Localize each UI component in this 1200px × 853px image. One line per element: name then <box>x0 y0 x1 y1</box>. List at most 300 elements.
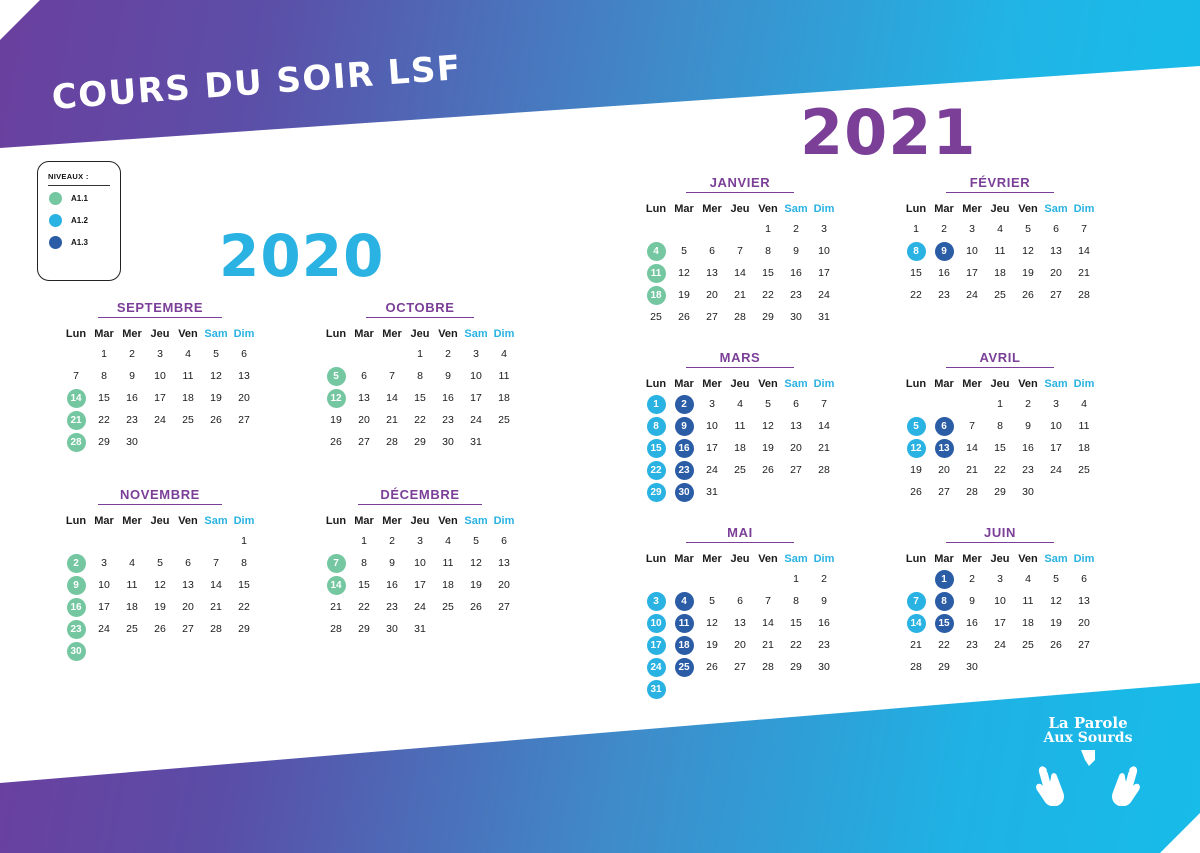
course-day-marker: 7 <box>327 554 346 573</box>
day-cell: 22 <box>938 639 950 651</box>
weekday-header-dim: Dim <box>1073 203 1095 215</box>
week-row <box>902 284 1098 306</box>
empty-day-cell <box>118 530 146 552</box>
day-cell: 17 <box>414 579 426 591</box>
day-cell: 1 <box>997 398 1003 410</box>
empty-day-cell <box>902 568 930 590</box>
day-cell: 15 <box>238 579 250 591</box>
day-cell: 13 <box>734 617 746 629</box>
day-cell: 22 <box>358 601 370 613</box>
course-day-cell <box>642 590 670 612</box>
course-day-marker: 9 <box>935 242 954 261</box>
week-row <box>642 218 838 240</box>
empty-day-cell <box>490 431 518 453</box>
day-cell: 12 <box>470 557 482 569</box>
day-cell: 25 <box>650 311 662 323</box>
day-cell: 27 <box>498 601 510 613</box>
day-cell: 18 <box>126 601 138 613</box>
course-day-marker: 23 <box>67 620 86 639</box>
day-cell: 23 <box>818 639 830 651</box>
weekday-header-ven: Ven <box>438 515 458 527</box>
day-cell: 3 <box>821 223 827 235</box>
day-cell: 7 <box>1081 223 1087 235</box>
course-day-marker: 23 <box>675 461 694 480</box>
weekday-header-ven: Ven <box>438 328 458 340</box>
empty-day-cell <box>202 431 230 453</box>
day-cell: 16 <box>1022 442 1034 454</box>
course-day-marker: 30 <box>675 483 694 502</box>
course-day-cell <box>62 409 90 431</box>
day-cell: 23 <box>442 414 454 426</box>
day-cell: 13 <box>790 420 802 432</box>
day-cell: 27 <box>734 661 746 673</box>
empty-day-cell <box>322 530 350 552</box>
legend-item-a11 <box>49 192 120 205</box>
empty-day-cell <box>698 678 726 700</box>
day-cell: 2 <box>445 348 451 360</box>
day-cell: 1 <box>417 348 423 360</box>
weekday-header-lun: Lun <box>645 553 667 565</box>
day-cell: 10 <box>966 245 978 257</box>
week-row <box>642 437 838 459</box>
empty-day-cell <box>1070 481 1098 503</box>
day-cell: 11 <box>1078 420 1090 432</box>
course-day-marker: 4 <box>647 242 666 261</box>
day-cell: 28 <box>734 311 746 323</box>
day-cell: 2 <box>129 348 135 360</box>
week-row <box>642 678 838 700</box>
day-cell: 26 <box>706 661 718 673</box>
week-row <box>62 530 258 552</box>
weekday-header-mar: Mar <box>94 515 114 527</box>
day-cell: 20 <box>238 392 250 404</box>
weekday-header-jeu: Jeu <box>730 553 750 565</box>
weekday-header-sam: Sam <box>1044 553 1068 565</box>
course-day-cell <box>670 612 698 634</box>
day-cell: 11 <box>734 420 746 432</box>
day-cell: 1 <box>361 535 367 547</box>
day-cell: 3 <box>1053 398 1059 410</box>
day-cell: 15 <box>98 392 110 404</box>
week-row <box>642 634 838 656</box>
day-cell: 6 <box>793 398 799 410</box>
day-cell: 20 <box>498 579 510 591</box>
weekday-header-sam: Sam <box>464 515 488 527</box>
day-cell: 27 <box>790 464 802 476</box>
day-cell: 24 <box>470 414 482 426</box>
month-table <box>322 512 518 640</box>
month-title: OCTOBRE <box>366 300 474 318</box>
course-day-marker: 18 <box>647 286 666 305</box>
day-cell: 7 <box>969 420 975 432</box>
weekday-header-dim: Dim <box>493 515 515 527</box>
course-day-cell <box>62 596 90 618</box>
day-cell: 2 <box>821 573 827 585</box>
course-day-cell <box>62 431 90 453</box>
course-day-cell <box>642 634 670 656</box>
course-day-cell <box>902 590 930 612</box>
week-row <box>642 612 838 634</box>
course-day-cell <box>322 365 350 387</box>
weekday-header-lun: Lun <box>905 553 927 565</box>
month-block-fvrier <box>900 175 1100 306</box>
day-cell: 22 <box>414 414 426 426</box>
course-day-cell <box>902 437 930 459</box>
week-row <box>642 590 838 612</box>
day-cell: 2 <box>969 573 975 585</box>
weekday-header-mer: Mer <box>122 515 142 527</box>
day-cell: 29 <box>238 623 250 635</box>
week-row <box>62 431 258 453</box>
empty-day-cell <box>726 568 754 590</box>
day-cell: 2 <box>941 223 947 235</box>
day-cell: 3 <box>157 348 163 360</box>
empty-day-cell <box>754 481 782 503</box>
day-cell: 8 <box>241 557 247 569</box>
weekday-header-ven: Ven <box>178 515 198 527</box>
day-cell: 25 <box>182 414 194 426</box>
day-cell: 7 <box>73 370 79 382</box>
legend-dot-icon-a11 <box>49 192 62 205</box>
day-cell: 25 <box>734 464 746 476</box>
legend-label-a12: A1.2 <box>71 216 88 225</box>
weekday-header-ven: Ven <box>1018 553 1038 565</box>
legend-dot-icon-a12 <box>49 214 62 227</box>
weekday-header-dim: Dim <box>493 328 515 340</box>
day-cell: 19 <box>1050 617 1062 629</box>
course-day-marker: 1 <box>935 570 954 589</box>
month-block-octobre <box>320 300 520 453</box>
weekday-header-dim: Dim <box>813 553 835 565</box>
day-cell: 5 <box>213 348 219 360</box>
day-cell: 6 <box>501 535 507 547</box>
day-cell: 4 <box>997 223 1003 235</box>
course-day-marker: 28 <box>67 433 86 452</box>
day-cell: 11 <box>1022 595 1034 607</box>
day-cell: 17 <box>994 617 1006 629</box>
day-cell: 12 <box>706 617 718 629</box>
empty-day-cell <box>174 640 202 662</box>
day-cell: 16 <box>818 617 830 629</box>
day-cell: 13 <box>182 579 194 591</box>
day-cell: 4 <box>129 557 135 569</box>
day-cell: 18 <box>182 392 194 404</box>
empty-day-cell <box>642 568 670 590</box>
day-cell: 27 <box>938 486 950 498</box>
day-cell: 13 <box>498 557 510 569</box>
month-table <box>322 325 518 453</box>
weekday-header-sam: Sam <box>784 378 808 390</box>
empty-day-cell <box>350 343 378 365</box>
day-cell: 27 <box>238 414 250 426</box>
day-cell: 17 <box>98 601 110 613</box>
course-day-cell <box>322 552 350 574</box>
day-cell: 9 <box>1025 420 1031 432</box>
day-cell: 3 <box>417 535 423 547</box>
empty-day-cell <box>1070 656 1098 678</box>
course-day-marker: 30 <box>67 642 86 661</box>
empty-day-cell <box>698 568 726 590</box>
day-cell: 5 <box>473 535 479 547</box>
weekday-header-mer: Mer <box>382 328 402 340</box>
day-cell: 21 <box>818 442 830 454</box>
week-row <box>902 568 1098 590</box>
empty-day-cell <box>782 678 810 700</box>
week-row <box>322 574 518 596</box>
empty-day-cell <box>902 393 930 415</box>
day-cell: 6 <box>361 370 367 382</box>
course-day-marker: 31 <box>647 680 666 699</box>
day-cell: 16 <box>386 579 398 591</box>
course-day-cell <box>62 552 90 574</box>
empty-day-cell <box>726 218 754 240</box>
course-day-marker: 9 <box>675 417 694 436</box>
weekday-header-ven: Ven <box>1018 203 1038 215</box>
day-cell: 9 <box>821 595 827 607</box>
empty-day-cell <box>726 481 754 503</box>
day-cell: 2 <box>793 223 799 235</box>
day-cell: 30 <box>442 436 454 448</box>
weekday-header-sam: Sam <box>204 328 228 340</box>
course-day-cell <box>902 612 930 634</box>
course-day-marker: 16 <box>675 439 694 458</box>
day-cell: 7 <box>821 398 827 410</box>
course-day-cell <box>62 387 90 409</box>
day-cell: 15 <box>358 579 370 591</box>
week-row <box>902 656 1098 678</box>
day-cell: 12 <box>154 579 166 591</box>
day-cell: 9 <box>389 557 395 569</box>
month-block-avril <box>900 350 1100 503</box>
month-title: DÉCEMBRE <box>358 487 482 505</box>
day-cell: 8 <box>765 245 771 257</box>
weekday-header-jeu: Jeu <box>410 515 430 527</box>
day-cell: 19 <box>678 289 690 301</box>
day-cell: 28 <box>1078 289 1090 301</box>
day-cell: 6 <box>1081 573 1087 585</box>
day-cell: 19 <box>154 601 166 613</box>
day-cell: 10 <box>818 245 830 257</box>
empty-day-cell <box>1042 656 1070 678</box>
day-cell: 25 <box>498 414 510 426</box>
day-cell: 25 <box>1022 639 1034 651</box>
course-day-cell <box>642 393 670 415</box>
week-row <box>902 218 1098 240</box>
day-cell: 20 <box>938 464 950 476</box>
course-day-marker: 3 <box>647 592 666 611</box>
week-row <box>322 530 518 552</box>
day-cell: 8 <box>793 595 799 607</box>
day-cell: 21 <box>330 601 342 613</box>
legend-label-a13: A1.3 <box>71 238 88 247</box>
day-cell: 9 <box>129 370 135 382</box>
week-row <box>322 596 518 618</box>
day-cell: 19 <box>762 442 774 454</box>
weekday-header-mer: Mer <box>122 328 142 340</box>
day-cell: 26 <box>1022 289 1034 301</box>
course-day-cell <box>322 387 350 409</box>
empty-day-cell <box>930 393 958 415</box>
day-cell: 15 <box>910 267 922 279</box>
week-row <box>642 415 838 437</box>
day-cell: 13 <box>1050 245 1062 257</box>
day-cell: 8 <box>101 370 107 382</box>
week-row <box>322 343 518 365</box>
day-cell: 12 <box>1050 595 1062 607</box>
course-day-marker: 2 <box>67 554 86 573</box>
legend-box <box>37 161 121 281</box>
empty-day-cell <box>146 431 174 453</box>
day-cell: 7 <box>765 595 771 607</box>
week-row <box>62 343 258 365</box>
month-table <box>62 512 258 662</box>
week-row <box>642 262 838 284</box>
day-cell: 1 <box>793 573 799 585</box>
weekday-header-sam: Sam <box>1044 203 1068 215</box>
week-row <box>642 459 838 481</box>
empty-day-cell <box>90 530 118 552</box>
weekday-header-mar: Mar <box>674 378 694 390</box>
day-cell: 30 <box>386 623 398 635</box>
weekday-header-mar: Mar <box>674 553 694 565</box>
weekday-header-ven: Ven <box>178 328 198 340</box>
day-cell: 10 <box>1050 420 1062 432</box>
day-cell: 18 <box>1022 617 1034 629</box>
week-row <box>322 618 518 640</box>
week-row <box>902 459 1098 481</box>
course-day-marker: 18 <box>675 636 694 655</box>
day-cell: 3 <box>997 573 1003 585</box>
day-cell: 10 <box>414 557 426 569</box>
week-row <box>62 596 258 618</box>
empty-day-cell <box>118 640 146 662</box>
course-day-cell <box>930 568 958 590</box>
course-day-cell <box>670 459 698 481</box>
day-cell: 28 <box>910 661 922 673</box>
empty-day-cell <box>642 218 670 240</box>
day-cell: 27 <box>1078 639 1090 651</box>
month-block-mai <box>640 525 840 700</box>
week-row <box>902 262 1098 284</box>
weekday-header-mar: Mar <box>934 553 954 565</box>
weekday-header-lun: Lun <box>65 515 87 527</box>
weekday-header-sam: Sam <box>1044 378 1068 390</box>
week-row <box>902 481 1098 503</box>
week-row <box>642 481 838 503</box>
course-day-cell <box>670 393 698 415</box>
course-day-marker: 8 <box>907 242 926 261</box>
week-row <box>62 409 258 431</box>
day-cell: 14 <box>818 420 830 432</box>
day-cell: 5 <box>1025 223 1031 235</box>
day-cell: 3 <box>101 557 107 569</box>
empty-day-cell <box>782 481 810 503</box>
day-cell: 20 <box>182 601 194 613</box>
day-cell: 24 <box>706 464 718 476</box>
course-day-cell <box>902 240 930 262</box>
course-day-marker: 1 <box>647 395 666 414</box>
day-cell: 20 <box>1050 267 1062 279</box>
weekday-header-mer: Mer <box>702 203 722 215</box>
month-title: MARS <box>686 350 794 368</box>
day-cell: 18 <box>498 392 510 404</box>
day-cell: 21 <box>1078 267 1090 279</box>
day-cell: 20 <box>790 442 802 454</box>
day-cell: 15 <box>414 392 426 404</box>
weekday-header-ven: Ven <box>1018 378 1038 390</box>
month-title: FÉVRIER <box>946 175 1054 193</box>
day-cell: 26 <box>154 623 166 635</box>
weekday-header-mer: Mer <box>382 515 402 527</box>
day-cell: 29 <box>938 661 950 673</box>
day-cell: 31 <box>818 311 830 323</box>
course-day-cell <box>62 618 90 640</box>
week-row <box>322 387 518 409</box>
day-cell: 23 <box>386 601 398 613</box>
day-cell: 28 <box>966 486 978 498</box>
week-row <box>642 284 838 306</box>
course-day-marker: 14 <box>907 614 926 633</box>
day-cell: 6 <box>185 557 191 569</box>
empty-day-cell <box>230 431 258 453</box>
day-cell: 1 <box>913 223 919 235</box>
day-cell: 10 <box>994 595 1006 607</box>
week-row <box>62 574 258 596</box>
day-cell: 14 <box>1078 245 1090 257</box>
day-cell: 30 <box>126 436 138 448</box>
day-cell: 3 <box>709 398 715 410</box>
course-day-marker: 22 <box>647 461 666 480</box>
day-cell: 22 <box>910 289 922 301</box>
course-day-marker: 14 <box>327 576 346 595</box>
day-cell: 15 <box>994 442 1006 454</box>
day-cell: 3 <box>969 223 975 235</box>
day-cell: 5 <box>709 595 715 607</box>
day-cell: 26 <box>210 414 222 426</box>
day-cell: 10 <box>98 579 110 591</box>
day-cell: 23 <box>966 639 978 651</box>
day-cell: 19 <box>910 464 922 476</box>
legend-dot-icon-a13 <box>49 236 62 249</box>
day-cell: 26 <box>678 311 690 323</box>
day-cell: 17 <box>966 267 978 279</box>
course-day-cell <box>642 481 670 503</box>
month-block-novembre <box>60 487 260 662</box>
day-cell: 17 <box>1050 442 1062 454</box>
course-day-cell <box>642 612 670 634</box>
course-day-marker: 13 <box>935 439 954 458</box>
day-cell: 14 <box>386 392 398 404</box>
month-title: NOVEMBRE <box>98 487 222 505</box>
empty-day-cell <box>230 640 258 662</box>
day-cell: 23 <box>938 289 950 301</box>
course-day-cell <box>930 612 958 634</box>
empty-day-cell <box>986 656 1014 678</box>
day-cell: 8 <box>417 370 423 382</box>
day-cell: 16 <box>126 392 138 404</box>
weekday-header-sam: Sam <box>204 515 228 527</box>
day-cell: 27 <box>706 311 718 323</box>
course-day-cell <box>642 437 670 459</box>
day-cell: 28 <box>386 436 398 448</box>
week-row <box>322 431 518 453</box>
day-cell: 30 <box>790 311 802 323</box>
day-cell: 22 <box>762 289 774 301</box>
day-cell: 23 <box>790 289 802 301</box>
day-cell: 26 <box>470 601 482 613</box>
day-cell: 14 <box>966 442 978 454</box>
day-cell: 6 <box>241 348 247 360</box>
